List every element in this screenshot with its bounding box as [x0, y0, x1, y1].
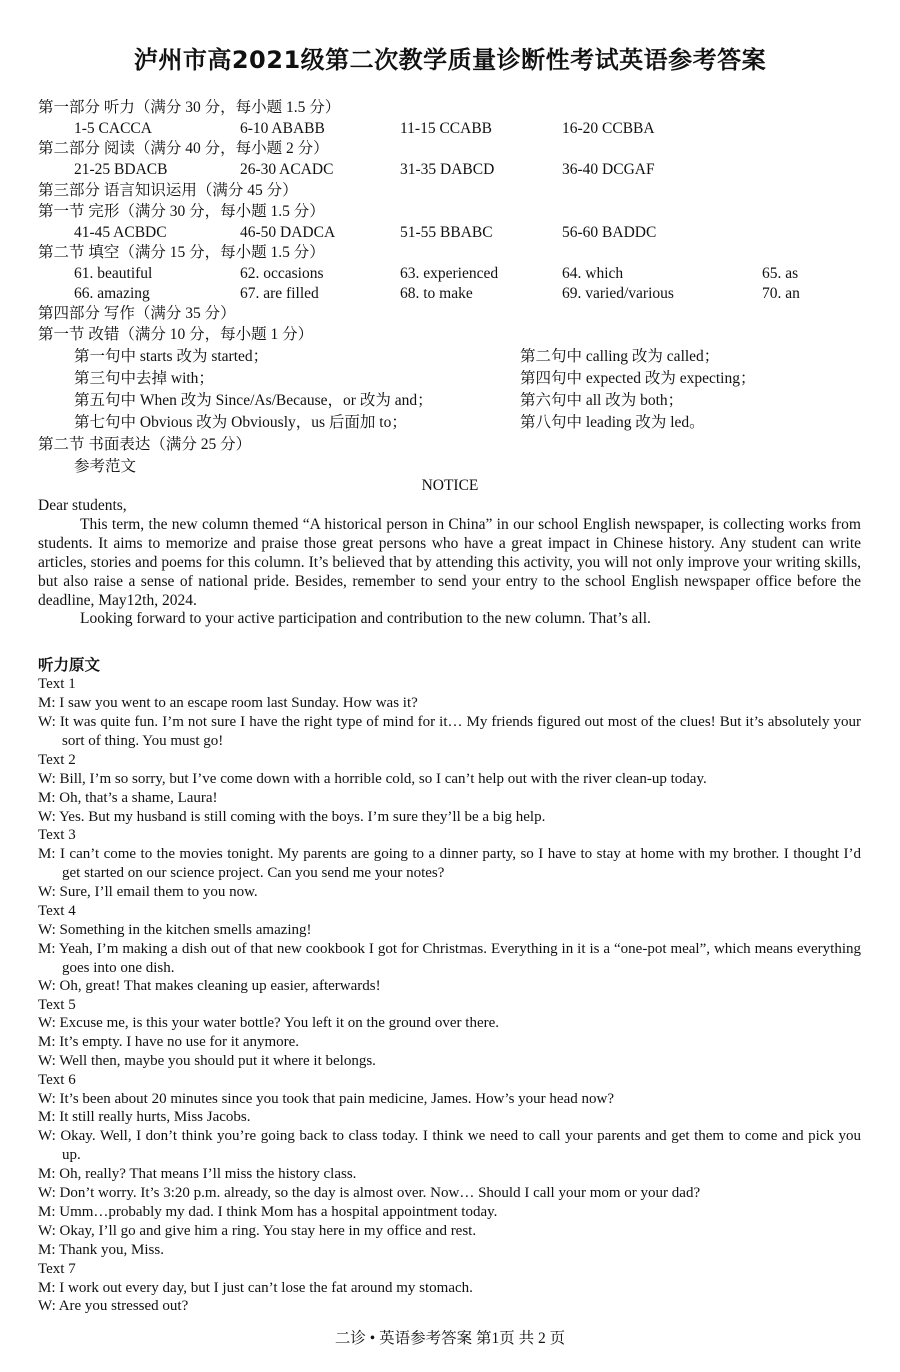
- correction-item: 第三句中去掉 with；: [74, 370, 214, 387]
- page-title: 泸州市高2021级第二次教学质量诊断性考试英语参考答案: [133, 46, 767, 74]
- part3-sec1-heading: 第一节 完形（满分 30 分，每小题 1.5 分）: [38, 203, 325, 220]
- correction-item: 第二句中 calling 改为 called；: [520, 348, 720, 365]
- transcript-line: W: Bill, I’m so sorry, but I’ve come down with a horrible cold, so I can’t help out with the river clean-up today.: [38, 771, 707, 787]
- transcript-line: M: Oh, that’s a shame, Laura!: [38, 790, 218, 806]
- transcript-line: W: Oh, great! That makes cleaning up easier, afterwards!: [38, 978, 381, 994]
- transcript-heading: 听力原文: [38, 657, 101, 674]
- page-footer: 二诊 • 英语参考答案 第1页 共 2 页: [334, 1330, 566, 1347]
- essay-greeting: Dear students,: [38, 497, 127, 514]
- correction-item: 第一句中 starts 改为 started；: [74, 348, 269, 365]
- transcript-line: M: Yeah, I’m making a dish out of that new cookbook I got for Christmas. Everything in it is a “one-pot meal”, which means everything goes into one dish.: [38, 941, 861, 976]
- part2-heading: 第二部分 阅读（满分 40 分，每小题 2 分）: [38, 140, 329, 157]
- sample-label: 参考范文: [74, 458, 137, 475]
- transcript-line: Text 6: [38, 1072, 76, 1088]
- transcript-line: W: Don’t worry. It’s 3:20 p.m. already, so the day is almost over. Now… Should I call your mom or your dad?: [38, 1185, 701, 1201]
- correction-item: 第八句中 leading 改为 led。: [520, 414, 705, 431]
- fill-answer: 64. which: [562, 265, 624, 282]
- part1-heading: 第一部分 听力（满分 30 分，每小题 1.5 分）: [38, 99, 341, 116]
- transcript-line: M: It’s empty. I have no use for it anymore.: [38, 1034, 300, 1050]
- transcript-line: Text 7: [38, 1261, 76, 1277]
- correction-item: 第四句中 expected 改为 expecting；: [520, 370, 756, 387]
- fill-answer: 69. varied/various: [562, 285, 674, 302]
- answer-group: 46-50 DADCA: [240, 224, 336, 241]
- essay-paragraph: Looking forward to your active participation and contribution to the new column. That’s all.: [80, 610, 651, 627]
- answer-group: 56-60 BADDC: [562, 224, 657, 241]
- transcript-line: W: It’s been about 20 minutes since you took that pain medicine, James. How’s your head now?: [38, 1091, 614, 1107]
- transcript-line: Text 4: [38, 903, 76, 919]
- transcript-line: Text 1: [38, 676, 76, 692]
- transcript-line: W: Sure, I’ll email them to you now.: [38, 884, 258, 900]
- correction-item: 第五句中 When 改为 Since/As/Because，or 改为 and；: [74, 392, 433, 409]
- transcript-line: W: Okay. Well, I don’t think you’re going back to class today. I think we need to call your parents and get them to come and pick you up.: [38, 1128, 861, 1163]
- part4-heading: 第四部分 写作（满分 35 分）: [38, 305, 236, 322]
- fill-answer: 70. an: [762, 285, 800, 302]
- fill-answer: 65. as: [762, 265, 799, 282]
- transcript-line: W: Well then, maybe you should put it where it belongs.: [38, 1053, 376, 1069]
- fill-answer: 61. beautiful: [74, 265, 153, 282]
- correction-item: 第六句中 all 改为 both；: [520, 392, 684, 409]
- fill-answer: 68. to make: [400, 285, 473, 302]
- transcript-line: M: Umm…probably my dad. I think Mom has a hospital appointment today.: [38, 1204, 498, 1220]
- answer-group: 1-5 CACCA: [74, 120, 152, 137]
- answer-group: 21-25 BDACB: [74, 161, 168, 178]
- transcript-line: M: I work out every day, but I just can’t lose the fat around my stomach.: [38, 1280, 473, 1296]
- answer-group: 36-40 DCGAF: [562, 161, 655, 178]
- answer-group: 6-10 ABABB: [240, 120, 325, 137]
- transcript-line: M: Oh, really? That means I’ll miss the history class.: [38, 1166, 357, 1182]
- fill-answer: 62. occasions: [240, 265, 324, 282]
- transcript-line: W: Something in the kitchen smells amazing!: [38, 922, 312, 938]
- part3-sec2-heading: 第二节 填空（满分 15 分，每小题 1.5 分）: [38, 244, 325, 261]
- answer-group: 11-15 CCABB: [400, 120, 493, 137]
- answer-group: 41-45 ACBDC: [74, 224, 167, 241]
- part4-sec1-heading: 第一节 改错（满分 10 分，每小题 1 分）: [38, 326, 314, 343]
- transcript-line: M: Thank you, Miss.: [38, 1242, 164, 1258]
- transcript-line: W: It was quite fun. I’m not sure I have the right type of mind for it… My friends figured out most of the clues! But it’s absolutely your sort of thing. You must go!: [38, 714, 861, 749]
- transcript-line: W: Okay, I’ll go and give him a ring. You stay here in my office and rest.: [38, 1223, 477, 1239]
- correction-item: 第七句中 Obvious 改为 Obviously，us 后面加 to；: [74, 414, 407, 431]
- essay-heading: NOTICE: [421, 477, 479, 494]
- part4-sec2-heading: 第二节 书面表达（满分 25 分）: [38, 436, 252, 453]
- transcript-line: M: I can’t come to the movies tonight. My parents are going to a dinner party, so I have to stay at home with my brother. I thought I’d get started on our science project. Can you send me your notes?: [38, 846, 861, 881]
- transcript-line: M: It still really hurts, Miss Jacobs.: [38, 1109, 251, 1125]
- part3-heading: 第三部分 语言知识运用（满分 45 分）: [38, 182, 298, 199]
- transcript-line: Text 2: [38, 752, 76, 768]
- fill-answer: 63. experienced: [400, 265, 499, 282]
- answer-group: 31-35 DABCD: [400, 161, 495, 178]
- answer-group: 26-30 ACADC: [240, 161, 334, 178]
- fill-answer: 67. are filled: [240, 285, 319, 302]
- transcript-line: W: Excuse me, is this your water bottle? You left it on the ground over there.: [38, 1015, 500, 1031]
- answer-group: 16-20 CCBBA: [562, 120, 655, 137]
- fill-answer: 66. amazing: [74, 285, 150, 302]
- transcript-line: Text 5: [38, 997, 76, 1013]
- transcript-line: W: Yes. But my husband is still coming with the boys. I’m sure they’ll be a big help.: [38, 809, 546, 825]
- transcript-line: Text 3: [38, 827, 76, 843]
- transcript-line: M: I saw you went to an escape room last Sunday. How was it?: [38, 695, 418, 711]
- essay-paragraph: This term, the new column themed “A historical person in China” in our school English newspaper, is collecting works from students. It aims to memorize and praise those great persons who have a great impact in Chinese history. Any student can write articles, stories and poems for this column. It’s believed that by attending this activity, you will not only improve your writing skills, but also raise a sense of national pride. Besides, remember to send your entry to the school English newspaper office before the deadline, May12th, 2024.: [38, 516, 861, 609]
- transcript-line: W: Are you stressed out?: [38, 1298, 189, 1314]
- answer-group: 51-55 BBABC: [400, 224, 493, 241]
